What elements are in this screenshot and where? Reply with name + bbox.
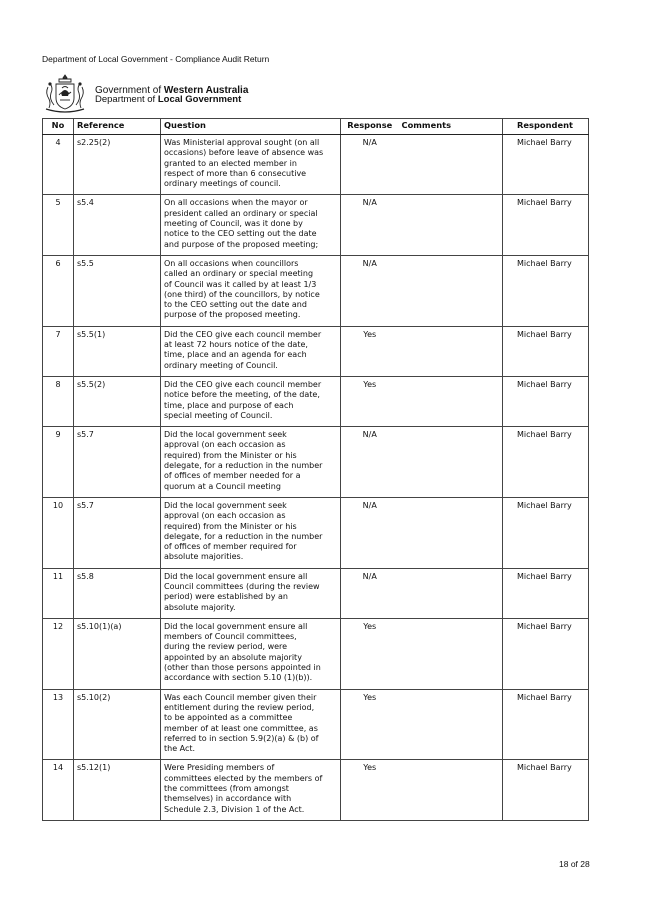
question-line: meeting of Council, was it done by	[164, 219, 303, 229]
cell-respondent: Michael Barry	[503, 760, 589, 820]
gov-name: Western Australia	[163, 85, 249, 96]
question-line: the Act.	[164, 744, 196, 754]
cell-response: N/A	[341, 255, 399, 326]
column-header-response: Response	[341, 119, 399, 135]
question-line: period) were established by an	[164, 592, 288, 602]
question-line: Council committees (during the review	[164, 581, 320, 591]
question-line: On all occasions when councillors	[164, 258, 299, 268]
cell-reference: s5.10(1)(a)	[74, 618, 161, 689]
table-row	[43, 618, 589, 689]
question-line: (one third) of the councillors, by notice	[164, 289, 320, 299]
cell-reference: s5.4	[74, 195, 161, 255]
cell-no: 14	[43, 760, 74, 820]
cell-question	[161, 376, 341, 426]
cell-reference: s5.7	[74, 497, 161, 568]
cell-response: N/A	[341, 135, 399, 195]
cell-respondent: Michael Barry	[503, 427, 589, 498]
question-line: (other than those persons appointed in	[164, 663, 321, 673]
table-row	[43, 427, 589, 498]
document-header-title: Department of Local Government - Compliance Audit Return	[42, 54, 270, 64]
table-row	[43, 497, 589, 568]
column-header-respondent: Respondent	[503, 119, 589, 135]
cell-question	[161, 497, 341, 568]
question-line: president called an ordinary or special	[164, 208, 318, 218]
cell-response: N/A	[341, 427, 399, 498]
question-line: of offices of member needed for a	[164, 471, 301, 481]
dept-name: Local Government	[157, 94, 242, 105]
question-line: notice to the CEO setting out the date	[164, 229, 317, 239]
question-line: ordinary meetings of council.	[164, 179, 281, 189]
column-header-reference: Reference	[74, 119, 161, 135]
question-line: special meeting of Council.	[164, 410, 273, 420]
cell-question	[161, 568, 341, 618]
question-line: at least 72 hours notice of the date,	[164, 340, 308, 350]
cell-response: N/A	[341, 195, 399, 255]
western-australia-crest-logo	[42, 73, 88, 113]
question-line: delegate, for a reduction in the number	[164, 531, 323, 541]
cell-no: 4	[43, 135, 74, 195]
table-row	[43, 760, 589, 820]
column-header-question: Question	[161, 119, 341, 135]
question-line: members of Council committees,	[164, 632, 297, 642]
cell-comments	[399, 568, 503, 618]
table-header-row	[43, 119, 589, 135]
cell-respondent: Michael Barry	[503, 326, 589, 376]
question-line: to the CEO setting out the date and	[164, 300, 307, 310]
question-line: ordinary meeting of Council.	[164, 360, 278, 370]
dept-prefix: Department of	[95, 94, 158, 105]
question-line: approval (on each occasion as	[164, 511, 286, 521]
page-number: 18 of 28	[559, 859, 590, 869]
question-line: called an ordinary or special meeting	[164, 269, 314, 279]
question-line: delegate, for a reduction in the number	[164, 461, 323, 471]
question-line: time, place and an agenda for each	[164, 350, 307, 360]
cell-comments	[399, 618, 503, 689]
cell-no: 5	[43, 195, 74, 255]
cell-no: 13	[43, 689, 74, 760]
cell-no: 8	[43, 376, 74, 426]
cell-response: Yes	[341, 618, 399, 689]
question-line: appointed by an absolute majority	[164, 652, 302, 662]
cell-reference: s5.8	[74, 568, 161, 618]
cell-response: N/A	[341, 568, 399, 618]
question-line: of offices of member required for	[164, 542, 297, 552]
cell-comments	[399, 497, 503, 568]
question-line: Did the CEO give each council member	[164, 379, 322, 389]
cell-reference: s5.5	[74, 255, 161, 326]
cell-reference: s5.10(2)	[74, 689, 161, 760]
cell-question	[161, 255, 341, 326]
cell-reference: s5.5(2)	[74, 376, 161, 426]
question-line: purpose of the proposed meeting.	[164, 310, 301, 320]
cell-respondent: Michael Barry	[503, 135, 589, 195]
column-header-comments: Comments	[399, 119, 503, 135]
question-line: occasions) before leave of absence was	[164, 148, 324, 158]
question-line: committees elected by the members of	[164, 773, 323, 783]
cell-response: N/A	[341, 497, 399, 568]
question-line: On all occasions when the mayor or	[164, 198, 308, 208]
cell-response: Yes	[341, 689, 399, 760]
question-line: quorum at a Council meeting	[164, 481, 281, 491]
question-line: Were Presiding members of	[164, 763, 275, 773]
question-line: to be appointed as a committee	[164, 713, 293, 723]
cell-reference: s2.25(2)	[74, 135, 161, 195]
cell-question	[161, 195, 341, 255]
cell-no: 9	[43, 427, 74, 498]
table-row	[43, 376, 589, 426]
question-line: and purpose of the proposed meeting;	[164, 239, 319, 249]
cell-comments	[399, 135, 503, 195]
cell-question	[161, 618, 341, 689]
cell-no: 11	[43, 568, 74, 618]
cell-no: 12	[43, 618, 74, 689]
question-line: Was Ministerial approval sought (on all	[164, 138, 320, 147]
cell-reference: s5.7	[74, 427, 161, 498]
cell-question	[161, 760, 341, 820]
question-line: Did the local government ensure all	[164, 571, 308, 581]
question-line: respect of more than 6 consecutive	[164, 168, 307, 178]
cell-comments	[399, 376, 503, 426]
question-line: entitlement during the review period,	[164, 702, 315, 712]
cell-reference: s5.12(1)	[74, 760, 161, 820]
table-row	[43, 689, 589, 760]
cell-respondent: Michael Barry	[503, 618, 589, 689]
table-row	[43, 195, 589, 255]
question-line: approval (on each occasion as	[164, 440, 286, 450]
cell-respondent: Michael Barry	[503, 689, 589, 760]
question-line: Was each Council member given their	[164, 692, 317, 702]
cell-respondent: Michael Barry	[503, 255, 589, 326]
question-line: Did the local government ensure all	[164, 621, 308, 631]
cell-respondent: Michael Barry	[503, 376, 589, 426]
table-row	[43, 568, 589, 618]
cell-comments	[399, 689, 503, 760]
cell-response: Yes	[341, 376, 399, 426]
question-line: referred to in section 5.9(2)(a) & (b) of	[164, 733, 319, 743]
question-line: notice before the meeting, of the date,	[164, 390, 320, 400]
cell-no: 7	[43, 326, 74, 376]
question-line: Schedule 2.3, Division 1 of the Act.	[164, 804, 305, 814]
cell-question	[161, 135, 341, 195]
question-line: accordance with section 5.10 (1)(b)).	[164, 673, 313, 683]
question-line: required) from the Minister or his	[164, 450, 297, 460]
cell-question	[161, 326, 341, 376]
cell-comments	[399, 760, 503, 820]
cell-response: Yes	[341, 760, 399, 820]
cell-respondent: Michael Barry	[503, 568, 589, 618]
cell-reference: s5.5(1)	[74, 326, 161, 376]
cell-comments	[399, 427, 503, 498]
gov-prefix: Government of	[95, 85, 164, 96]
compliance-audit-table	[42, 118, 589, 821]
question-line: Did the local government seek	[164, 500, 287, 510]
question-line: themselves) in accordance with	[164, 794, 292, 804]
question-line: Did the local government seek	[164, 430, 287, 440]
cell-respondent: Michael Barry	[503, 195, 589, 255]
question-line: absolute majorities.	[164, 552, 244, 562]
cell-question	[161, 689, 341, 760]
table-row	[43, 255, 589, 326]
cell-respondent: Michael Barry	[503, 497, 589, 568]
cell-response: Yes	[341, 326, 399, 376]
question-line: absolute majority.	[164, 602, 236, 612]
question-line: granted to an elected member in	[164, 158, 297, 168]
question-line: the committees (from amongst	[164, 784, 289, 794]
question-line: time, place and purpose of each	[164, 400, 294, 410]
cell-comments	[399, 195, 503, 255]
cell-comments	[399, 326, 503, 376]
table-row	[43, 326, 589, 376]
question-line: Did the CEO give each council member	[164, 329, 322, 339]
cell-question	[161, 427, 341, 498]
question-line: of Council was it called by at least 1/3	[164, 279, 317, 289]
question-line: member of at least one committee, as	[164, 723, 318, 733]
cell-comments	[399, 255, 503, 326]
column-header-no: No	[43, 119, 74, 135]
table-row	[43, 135, 589, 195]
cell-no: 10	[43, 497, 74, 568]
cell-no: 6	[43, 255, 74, 326]
department-title	[95, 95, 241, 105]
question-line: required) from the Minister or his	[164, 521, 297, 531]
question-line: during the review period, were	[164, 642, 288, 652]
